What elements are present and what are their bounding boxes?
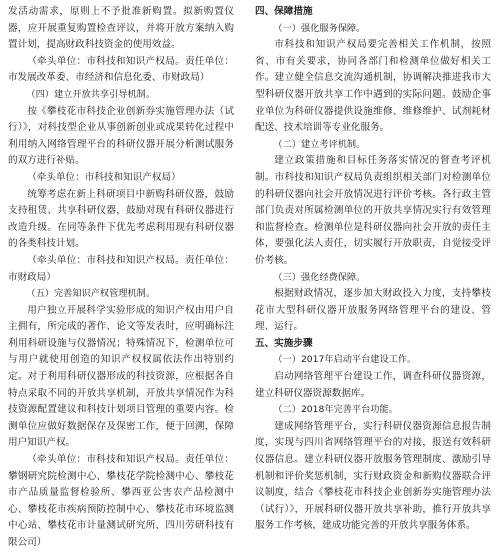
left-column	[8, 4, 234, 552]
body-paragraph: （牵头单位：市科技和知识产权局。责任单位：市财政局）	[8, 254, 234, 283]
subsection-heading: （二）建立考评机制。	[273, 138, 366, 150]
body-paragraph: 按《攀枝花市科技企业创新券实施管理办法（试行）》，对科技型企业从事创新创业或成果转化过程中利用纳入网络管理平台的科研仪器开展分析测试服务的双方进行补贴。	[8, 105, 234, 167]
subsection-heading: （三）强化经费保障。	[273, 271, 366, 283]
subsection-heading: （五）完善知识产权管理机制。	[26, 288, 156, 300]
right-column	[255, 4, 491, 535]
subsection-heading: （一）2017年启动平台建设工作。	[273, 354, 417, 366]
body-paragraph: 发活动需求，原则上不予批准新购置。拟新购置仪器，应开展重复购置检查评议，并将开放方案纳入购置计划，提高财政科技资金的使用效益。	[8, 6, 234, 51]
body-paragraph: 市科技和知识产权局要完善相关工作机制，按照省、市有关要求，协同各部门和检测单位做好相关工作。建立健全信息交流沟通机制，协调解决推进我市大型科研仪器开放共享工作中遇到的实际问题。鼓励企事业单位为科研仪器提供设施维修、维修维护、试剂耗材配送、技术培训等专业化服务。	[255, 39, 491, 134]
body-paragraph: （牵头单位：市科技和知识产权局）	[27, 171, 181, 183]
body-paragraph: 统筹考虑在新上科研项目中新购科研仪器，鼓励支持租赁、共享科研仪器，鼓励对现有科研仪器进行改造升级。在同等条件下优先考虑利用现有科研仪器的各类科技计划。	[8, 188, 234, 250]
body-paragraph: （牵头单位：市科技和知识产权局。责任单位：市发展改革委、市经济和信息化委、市财政局）	[8, 55, 234, 84]
subsection-heading: （四）建立开放共享引导机制。	[26, 88, 156, 100]
body-paragraph: 建立政策措施和目标任务落实情况的督查考评机制。市科技和知识产权局负责组织相关部门对检测单位的科研仪器向社会开放情况进行评价考核。各行政主管部门负责对所属检测单位的开放共享情况实行有效管理和监督检查。检测单位是科研仪器向社会开放的责任主体，要强化法人责任，切实履行开放职责，自觉接受评价考核。	[255, 155, 491, 266]
body-paragraph: 根据财政情况，逐步加大财政投入力度，支持攀枝花市大型科研仪器开放服务网络管理平台的建设、管理、运行。	[255, 288, 491, 333]
body-paragraph: 建成网络管理平台，实行科研仪器资源信息报告制度，实现与四川省网络管理平台的对接，报送有效科研仪器信息。建立科研仪器开放服务管理制度、激励引导机制和评价奖惩机制，实行财政资金和新购仪器联合评议制度，结合《攀枝花市科技企业创新券实施管理办法（试行）》，开展科研仪器开放共享补助，推行开放共享服务工作考核，建成功能完善的开放共享服务体系。	[255, 420, 491, 532]
body-paragraph: 启动网络管理平台建设工作，调查科研仪器资源，建立科研仪器资源数据库。	[255, 371, 491, 399]
subsection-heading: （二）2018年完善平台功能。	[273, 404, 398, 416]
section-heading: 五、实施步骤	[255, 337, 313, 349]
section-heading: 四、保障措施	[255, 6, 313, 17]
body-paragraph: 用户独立开展科学实验形成的知识产权由用户自主拥有，所完成的著作、论文等发表时，应明确标注利用科研设施与仪器情况；特殊情况下，检测单位可与用户就使用创造的知识产权权属依法作出特别约定。对于利用科研仪器形成的科技资源，应根据各自特点采取不同的开放共享机制，开放共享情况作为科技资源配置建议和科技计划项目管理的重要内容。检测单位应做好数据保存及保密工作，便于回溯，保障用户知识产权。	[8, 304, 234, 449]
subsection-heading: （一）强化服务保障。	[273, 22, 366, 34]
body-paragraph: （牵头单位：市科技和知识产权局。责任单位：攀钢研究院检测中心、攀枝花学院检测中心、攀枝花市产品质量监督检验所、攀西亚公害农产品检测中心、攀枝花市疾病预防控制中心、攀枝花市环境监测中心站、攀枝花市计量测试研究所、四川劳研科技有限公司）	[8, 454, 234, 548]
